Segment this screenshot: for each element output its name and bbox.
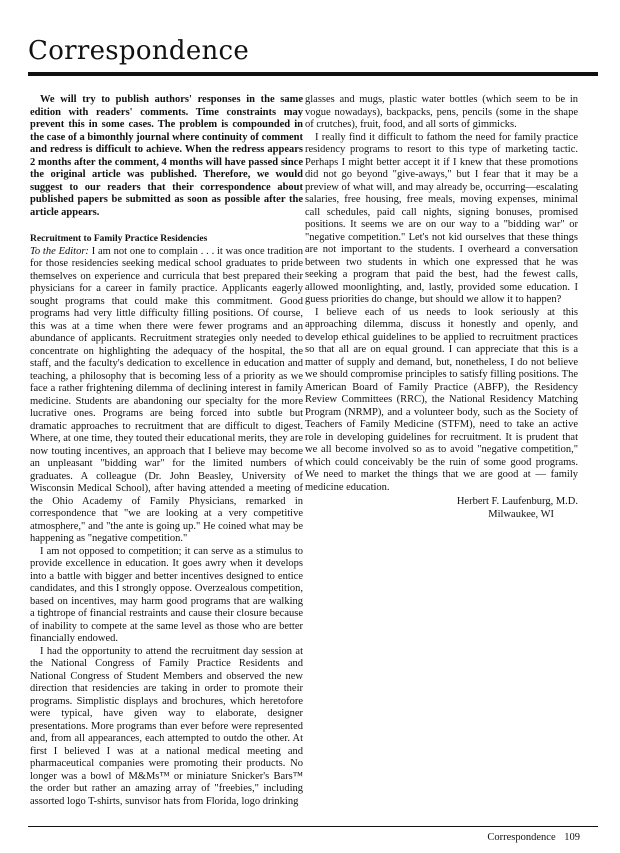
editorial-notice: We will try to publish authors' responses in the same edition with readers' comments. Time constraints may prevent this in some cases. The problem is compounded in the case of a bimonthly journal where continuity of comment and redress is difficult to achieve. When the redress appears 2 months after the comment, 4 months will have passed since the original article was published. Therefore, we would suggest to our readers that their correspondence about published papers be submitted as soon as possible after the article appears.: [30, 94, 303, 218]
letter-paragraph-4: I really find it difficult to fathom the need for family practice residency programs to resort to this type of marketing tactic. Perhaps I might better accept it if I knew that these promotions did not go beyond "give-aways," but I fear that it may be a preview of what will, and may already be, occurring—escalating salaries, free housing, free meals, moving expenses, minimal call schedules, paid call nights, signing bonuses, promised positions. It seems we are on our way to a "bidding war" or "negative competition." Let's not kid ourselves that these things are not important to the students. I overheard a conversation between two students in which one expressed that he was seeking a program that paid the best, had the fewest calls, allowed moonlighting, and, lastly, provided some education. I guess priorities do change, but should we allow it to happen?: [305, 131, 578, 305]
letter-paragraph-3-continued: glasses and mugs, plastic water bottles (which seem to be in vogue nowadays), backpacks, pens, pencils (some in the shape of crutches), fruit, food, and all sorts of gimmicks.: [305, 94, 578, 130]
author-name: Herbert F. Laufenburg, M.D.: [456, 496, 578, 507]
section-title: Correspondence: [28, 36, 250, 66]
letter-heading: Recruitment to Family Practice Residencies: [30, 234, 208, 244]
letter-paragraph-1: [30, 246, 303, 546]
letter-paragraph-1-text: I am not one to complain . . . it was once tradition for those residencies seeking medical school graduates to pride themselves on experience and curricula that best prepared their physicians for a career in family practice. Applicants eagerly sought programs that could make this commitment. Good programs had very little difficulty filling positions. Of course, this was at a time when there were fewer programs and an abundance of applicants. Recruitment strategies only needed to concentrate on highlighting the adequacy of the hospital, the staff, and the faculty's dedication to excellence in education and teaching, a philosophy that is becoming less of a priority as we face a rather frightening dilemma of declining interest in family medicine. Students are abandoning our specialty for the more lucrative ones. Programs are being forced into subtle but dramatic approaches to recruitment that are difficult to digest. Where, at one time, they touted their educational merits, they are now touting incentives, an approach that I believe may become an unpleasant "bidding war" for the limited numbers of graduates. A colleague (Dr. John Beasley, University of Wisconsin Medical School), after having attended a meeting of the Ohio Academy of Family Physicians, remarked in correspondence that "we are looking at a very competitive atmosphere," and "the ante is going up." He coined what may be happening as "negative competition.": [30, 245, 303, 544]
footer-section: Correspondence: [487, 832, 556, 843]
letter-paragraph-5: I believe each of us needs to look seriously at this approaching dilemma, discuss it honestly and openly, and develop ethical guidelines to be applied to recruitment practices so that all are on equal ground. I can appreciate that this is a matter of supply and demand, but, nonetheless, I do not believe we should compromise principles to satisfy filling positions. The American Board of Family Practice (ABFP), the Residency Review Committees (RRC), the National Residency Matching Program (NRMP), and a volunteer body, such as the Society of Teachers of Family Medicine (STFM), need to take an active role in developing guidelines for recruitment. It is prudent that we all become involved so as to avoid "negative competition," which could conceivably be the ruin of some good programs. We need to market the things that we are good at — family medicine education.: [305, 306, 578, 493]
author-location: Milwaukee, WI: [488, 508, 554, 520]
right-column: [305, 94, 578, 521]
letter-paragraph-3: I had the opportunity to attend the recruitment day session at the National Congress of Family Practice Residents and National Congress of Student Members and observed the new direction that residencies are taking in order to promote their programs. Simplistic displays and brochures, which heretofore were typical, have given way to elaborate, designer presentations. More programs than ever before were represented and, from all appearances, each attempted to outdo the other. At first I believed I was at a national medical meeting and pharmaceutical companies were promoting their products. No longer was a bowl of M&Ms™ or miniature Snicker's Bars™ the order but rather an amazing array of "freebies," including assorted logo T-shirts, sunvisor hats from Florida, logo drinking: [30, 645, 303, 807]
header-rule: [28, 72, 598, 76]
page-number: 109: [564, 832, 580, 843]
signature: [305, 496, 578, 521]
footer-rule: [28, 826, 598, 827]
salutation: To the Editor:: [30, 245, 89, 257]
letter-paragraph-2: I am not opposed to competition; it can serve as a stimulus to provide excellence in education. It goes awry when it develops into a battle with bigger and better incentives designed to entice candidates, and this I strongly oppose. Overzealous competition, based on incentives, may harm good programs that are walking a tightrope of financial restraints and cause their closure because of inability to compete at the same level as those who are better financially endowed.: [30, 545, 303, 644]
left-column: [30, 94, 303, 808]
page-footer: [487, 832, 580, 843]
